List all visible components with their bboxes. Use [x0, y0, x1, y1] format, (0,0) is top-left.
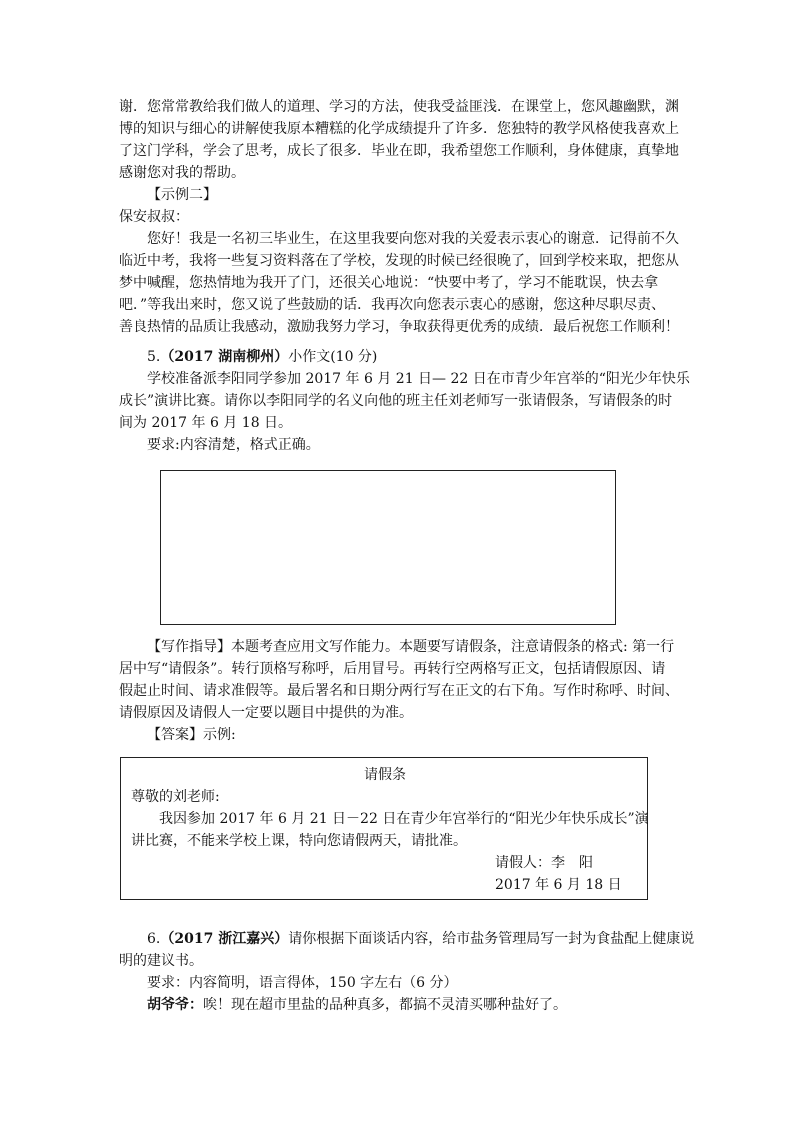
- leave-note-signer: 请假人：李 阳: [495, 855, 593, 871]
- q5-prompt-line: 成长”演讲比赛。请你以李阳同学的名义向他的班主任刘老师写一张请假条，写请假条的时: [119, 393, 673, 409]
- letter2-line: 梦中喊醒，您热情地为我开了门，还很关心地说：“快要中考了，学习不能耽误，快去拿: [119, 275, 659, 291]
- q6-speech: 唉！现在超市里盐的品种真多，都搞不灵清买哪种盐好了。: [203, 997, 567, 1013]
- q6-title: [147, 928, 707, 950]
- q5-requirement: 要求:内容清楚，格式正确。: [147, 437, 320, 453]
- letter1-line: 谢．您常常教给我们做人的道理、学习的方法，使我受益匪浅．在课堂上，您风趣幽默，渊: [119, 99, 679, 115]
- leave-note-salutation: 尊敬的刘老师:: [131, 789, 220, 805]
- q5-prompt-line: 学校准备派李阳同学参加 2017 年 6 月 21 日— 22 日在市青少年宫举的“阳光少年快乐: [147, 371, 690, 387]
- guide-line: 请假原因及请假人一定要以题目中提供的为准。: [119, 705, 413, 721]
- q6-number: 6.: [147, 931, 161, 947]
- q6-title-line2: 明的建议书。: [119, 953, 203, 969]
- q5-title: [147, 346, 707, 368]
- q5-source: （2017 湖南柳州）: [160, 349, 289, 365]
- q6-speaker: 胡爷爷：: [147, 997, 203, 1013]
- letter2-salutation: 保安叔叔：: [119, 209, 189, 225]
- answer-label: 【答案】示例:: [147, 727, 236, 743]
- leave-note-body: 我因参加 2017 年 6 月 21 日－22 日在青少年宫举行的“阳光少年快乐成长”演: [159, 811, 649, 827]
- leave-note-title: 请假条: [364, 767, 406, 783]
- letter2-line: 吧．”等我出来时，您又说了些鼓励的话．我再次向您表示衷心的感谢，您这种尽职尽责、: [119, 297, 666, 313]
- answer-example-box: [120, 757, 648, 900]
- guide-line: 假起止时间、请求准假等。最后署名和日期分两行写在正文的右下角。写作时称呼、时间、: [119, 683, 679, 699]
- letter1-line: 感谢您对我的帮助。: [119, 165, 245, 181]
- letter2-line: 您好！我是一名初三毕业生，在这里我要向您对我的关爱表示衷心的谢意．记得前不久: [147, 231, 679, 247]
- letter1-line: 了这门学科，学会了思考，成长了很多．毕业在即，我希望您工作顺利，身体健康，真挚地: [119, 143, 679, 159]
- leave-note-date: 2017 年 6 月 18 日: [495, 877, 622, 893]
- guide-line: 【写作指导】本题考查应用文写作能力。本题要写请假条，注意请假条的格式: 第一行: [147, 639, 675, 655]
- q6-requirement: 要求：内容简明，语言得体，150 字左右（6 分）: [147, 975, 458, 991]
- q6-dialogue: [147, 994, 707, 1016]
- guide-line: 居中写“请假条”。转行顶格写称呼，后用冒号。再转行空两格写正文，包括请假原因、请: [119, 661, 666, 677]
- answer-blank-box[interactable]: [160, 470, 616, 625]
- q5-title-rest: 小作文(10 分): [288, 349, 378, 365]
- letter1-line: 博的知识与细心的讲解使我原本糟糕的化学成绩提升了许多．您独特的教学风格使我喜欢上: [119, 121, 679, 137]
- q6-title-rest: 请你根据下面谈话内容，给市盐务管理局写一封为食盐配上健康说: [288, 931, 695, 947]
- letter2-line: 临近中考，我将一些复习资料落在了学校，发现的时候已经很晚了，回到学校来取，把您从: [119, 253, 679, 269]
- letter2-line: 善良热情的品质让我感动，激励我努力学习，争取获得更优秀的成绩．最后祝您工作顺利！: [119, 319, 679, 335]
- q5-number: 5.: [147, 349, 161, 365]
- q6-source: （2017 浙江嘉兴）: [160, 931, 289, 947]
- q5-prompt-line: 间为 2017 年 6 月 18 日。: [119, 415, 293, 431]
- leave-note-body: 讲比赛，不能来学校上课，特向您请假两天，请批准。: [131, 833, 467, 849]
- example2-heading: 【示例二】: [147, 187, 217, 203]
